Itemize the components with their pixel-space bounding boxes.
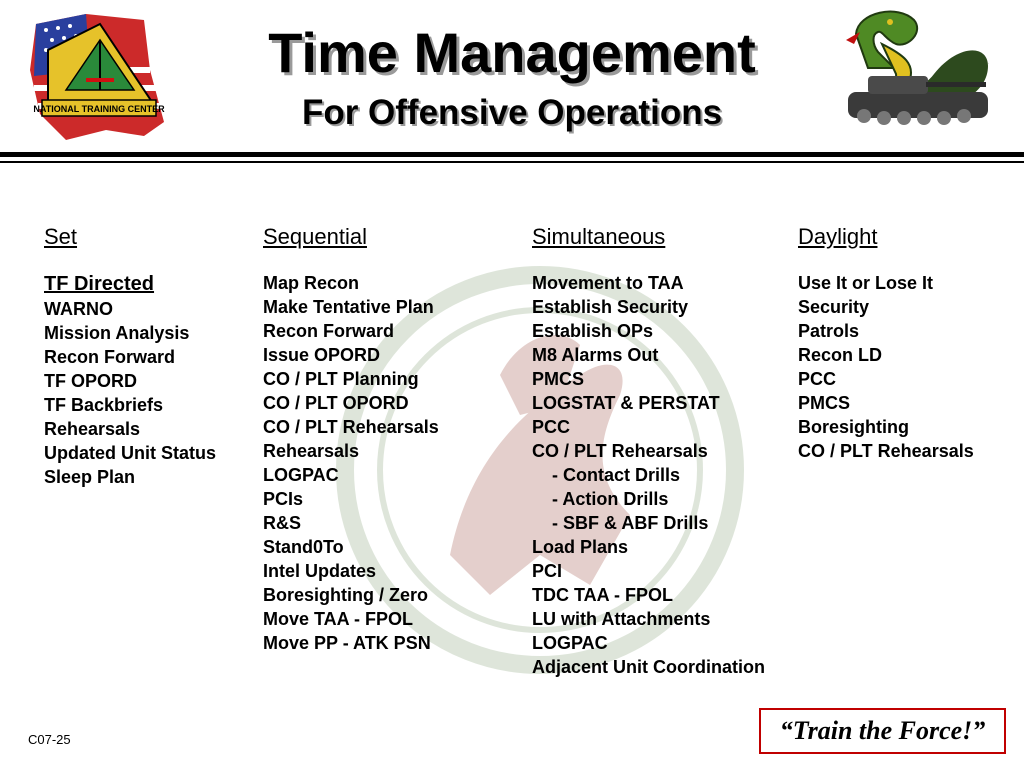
logo-text: NATIONAL TRAINING CENTER xyxy=(33,104,165,114)
column-list xyxy=(263,271,439,655)
logo-number: 2 xyxy=(988,64,989,65)
list-item: Move PP - ATK PSN xyxy=(263,633,431,653)
list-item: PCC xyxy=(798,369,837,389)
header-divider-thick xyxy=(0,152,1024,157)
list-item: - Contact Drills xyxy=(532,465,681,485)
list-item: Rehearsals xyxy=(44,419,141,439)
list-item: CO / PLT Planning xyxy=(263,369,419,389)
list-item: Adjacent Unit Coordination xyxy=(532,657,765,677)
list-item: Movement to TAA xyxy=(532,273,684,293)
list-item: Make Tentative Plan xyxy=(263,297,434,317)
list-item: LOGPAC xyxy=(263,465,339,485)
tagline-box: “Train the Force!” xyxy=(759,708,1006,754)
list-item: TF OPORD xyxy=(44,371,137,391)
list-item: Load Plans xyxy=(532,537,629,557)
column-daylight xyxy=(798,223,974,463)
page-subtitle: For Offensive Operations xyxy=(301,93,723,132)
list-item: Rehearsals xyxy=(263,441,360,461)
column-sequential xyxy=(263,223,439,655)
list-item: Boresighting / Zero xyxy=(263,585,429,605)
column-heading: Set xyxy=(44,224,78,249)
list-item: Move TAA - FPOL xyxy=(263,609,413,629)
list-item: PMCS xyxy=(532,369,585,389)
list-item: LOGPAC xyxy=(532,633,608,653)
list-item: Recon Forward xyxy=(263,321,395,341)
list-item: PCIs xyxy=(263,489,304,509)
column-list xyxy=(798,271,974,463)
list-item: PCI xyxy=(532,561,563,581)
list-item: Sleep Plan xyxy=(44,467,136,487)
list-item: R&S xyxy=(263,513,302,533)
column-subheading: TF Directed xyxy=(44,273,155,295)
page-title: Time Management xyxy=(268,21,756,84)
header-divider-thin xyxy=(0,161,1024,163)
list-item: CO / PLT OPORD xyxy=(263,393,409,413)
list-item: Recon LD xyxy=(798,345,883,365)
list-item: LU with Attachments xyxy=(532,609,711,629)
list-item: Patrols xyxy=(798,321,860,341)
column-set xyxy=(44,223,216,489)
list-item: Issue OPORD xyxy=(263,345,381,365)
list-item: - SBF & ABF Drills xyxy=(532,513,709,533)
column-heading: Sequential xyxy=(263,224,367,249)
list-item: - Action Drills xyxy=(532,489,669,509)
list-item: WARNO xyxy=(44,299,113,319)
list-item: Boresighting xyxy=(798,417,909,437)
list-item: Establish Security xyxy=(532,297,689,317)
list-item: Security xyxy=(798,297,870,317)
list-item: Establish OPs xyxy=(532,321,654,341)
list-item: Stand0To xyxy=(263,537,344,557)
list-item: CO / PLT Rehearsals xyxy=(532,441,708,461)
list-item: PMCS xyxy=(798,393,851,413)
slide-code: C07-25 xyxy=(28,732,71,747)
list-item: Mission Analysis xyxy=(44,323,190,343)
column-simultaneous xyxy=(532,223,765,679)
list-item: M8 Alarms Out xyxy=(532,345,659,365)
list-item: Recon Forward xyxy=(44,347,176,367)
list-item: CO / PLT Rehearsals xyxy=(263,417,439,437)
list-item: Use It or Lose It xyxy=(798,273,934,293)
list-item: TF Backbriefs xyxy=(44,395,164,415)
column-list xyxy=(532,271,765,679)
list-item: Map Recon xyxy=(263,273,360,293)
list-item: Intel Updates xyxy=(263,561,377,581)
list-item: LOGSTAT & PERSTAT xyxy=(532,393,720,413)
list-item: TDC TAA - FPOL xyxy=(532,585,673,605)
column-heading: Daylight xyxy=(798,224,878,249)
list-item: PCC xyxy=(532,417,571,437)
list-item: CO / PLT Rehearsals xyxy=(798,441,974,461)
list-item: Updated Unit Status xyxy=(44,443,217,463)
column-list xyxy=(44,297,216,489)
column-heading: Simultaneous xyxy=(532,224,666,249)
